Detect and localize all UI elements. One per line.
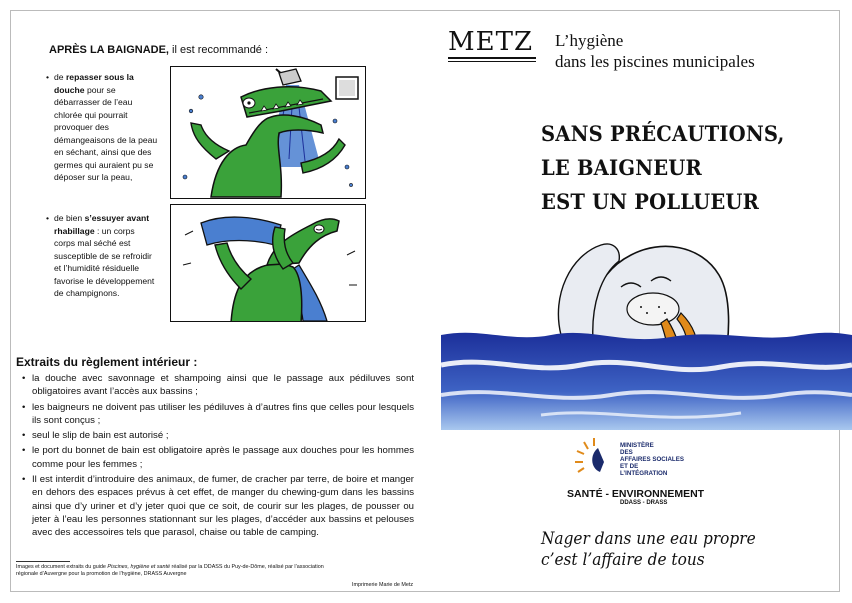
- metz-logo: [448, 28, 536, 64]
- rules-title: Extraits du règlement intérieur :: [16, 355, 198, 369]
- logo-rule: [448, 61, 536, 62]
- rule-item: • Il est interdit d’introduire des animaux, de fumer, de cracher par terre, de boire et manger en dehors des espaces prévus à cet effet, de manger du chewing-gum dans les bassins ainsi que d’y uriner et d’y jeter quoi que ce soit, de courir sur les plages, de pousser ou jeter à l’eau les personnes stationnant sur les plages, d’accéder aux bassins et pelouses avec des accessoires tels que parasol, chaise ou table de camping.: [22, 473, 414, 539]
- tip-dry-off: • de bien s’essuyer avant rhabillage : un corps corps mal séché est susceptible de se refroidir et l’humidité résiduelle favorise le développement de champignons.: [46, 213, 155, 298]
- logo-rule: [448, 57, 536, 59]
- headline-line: LE BAIGNEUR: [541, 155, 702, 180]
- after-swim-heading: APRÈS LA BAIGNADE, il est recommandé :: [49, 44, 269, 56]
- rule-item: • la douche avec savonnage et shampoing ainsi que le passage aux pédiluves sont obligatoires avant l’accès aux bassins ;: [22, 372, 414, 399]
- ddass-drass: DDASS - DRASS: [620, 500, 668, 506]
- metz-logo-text: METZ: [448, 27, 534, 57]
- footnote: Images et document extraits du guide Piscines, hygiène et santé réalisé par la DDASS du Puy-de-Dôme, réalisé par l’association régionale d’Auvergne pour la promotion de l’hygiène, DRASS Auvergne: [16, 564, 324, 577]
- walrus-water-illustration: [441, 215, 852, 430]
- slogan: Nager dans une eau propre c’est l’affaire de tous: [541, 529, 756, 569]
- tip-shower: • de repasser sous la douche pour se débarrasser de l’eau chlorée qui pourrait provoquer des démangeaisons de la peau en séchant, ainsi que des germes qui auraient pu se déposer sur la peau,: [46, 72, 158, 182]
- headline-line: EST UN POLLUEUR: [541, 189, 760, 214]
- illustration-crocodile-towel: [170, 204, 366, 322]
- printer-credit: Imprimerie Marie de Metz: [352, 582, 414, 588]
- ministry-label: MINISTÈRE DES AFFAIRES SOCIALES ET DE L’INTÉGRATION: [620, 442, 684, 477]
- rules-list: [22, 372, 414, 542]
- brochure-subtitle: L’hygiène dans les piscines municipales: [555, 31, 755, 71]
- rule-item: • seul le slip de bain est autorisé ;: [22, 429, 414, 442]
- sante-environnement: SANTÉ - ENVIRONNEMENT: [567, 488, 705, 500]
- illustration-crocodile-shower: [170, 66, 366, 199]
- headline-line: SANS PRÉCAUTIONS,: [541, 121, 785, 146]
- headline: [541, 117, 784, 219]
- footnote-divider: [16, 561, 70, 562]
- rule-item: • le port du bonnet de bain est obligatoire après le passage aux douches pour les hommes comme pour les femmes ;: [22, 444, 414, 471]
- rule-item: • les baigneurs ne doivent pas utiliser les pédiluves à d’autres fins que celles pour lesquels ils sont conçus ;: [22, 401, 414, 428]
